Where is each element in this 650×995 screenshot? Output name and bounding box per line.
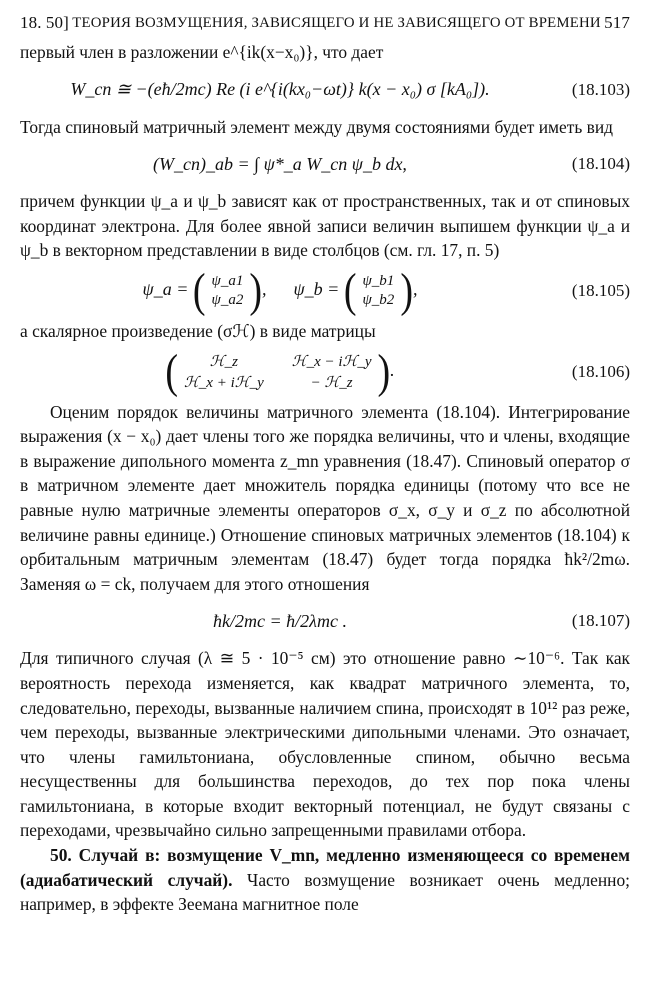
section-heading: 50. Случай в: возмущение V_mn, медленно изменяющееся со временем (адиабатический случай). xyxy=(20,845,630,890)
equation-body: ħk/2mc = ħ/2λmc . xyxy=(213,610,347,631)
paragraph-3: причем функции ψ_a и ψ_b зависят как от пространственных, так и от спиновых координат электрона. Для более явной записи величин выпишем функции ψ_a и ψ_b в векторном представлении в виде столбцов (см. гл. 17, п. 5) xyxy=(20,191,630,261)
matrix-cell: ℋ_x − iℋ_y xyxy=(291,353,372,370)
equation-body: ψ_a = ( ψ_a1 ψ_a2 ) , ψ_b = ( ψ_b1 ψ_b2 ) , xyxy=(142,264,418,318)
psi-a-label: ψ_a = xyxy=(142,279,189,300)
psi-b2: ψ_b2 xyxy=(362,291,395,308)
running-header xyxy=(20,10,630,36)
equation-body: (W_сп)_ab = ∫ ψ*_a W_сп ψ_b dx, xyxy=(153,153,407,174)
section-ref: 18. 50] xyxy=(20,13,69,32)
section-50 xyxy=(20,843,630,917)
equation-18-104 xyxy=(20,139,630,189)
psi-a-column: ( ψ_a1 ψ_a2 ) xyxy=(192,264,262,318)
equation-number: (18.106) xyxy=(571,361,630,381)
paragraph-2: Тогда спиновый матричный элемент между двумя состояниями будет иметь вид xyxy=(20,116,614,137)
psi-b-label: ψ_b = xyxy=(293,279,340,300)
equation-number: (18.103) xyxy=(571,79,630,99)
equation-body: W_сп ≅ −(eħ/2mc) Re (i e^{i(kx₀−ωt)} k(x − x₀) σ [kA₀]). xyxy=(70,79,490,100)
matrix-cell: ℋ_z xyxy=(209,353,238,370)
equation-number: (18.104) xyxy=(571,154,630,174)
equation-18-106 xyxy=(20,344,630,400)
equation-18-103 xyxy=(20,65,630,115)
psi-b-column: ( ψ_b1 ψ_b2 ) xyxy=(343,264,413,318)
psi-a1: ψ_a1 xyxy=(211,272,244,289)
running-title: ТЕОРИЯ ВОЗМУЩЕНИЯ, ЗАВИСЯЩЕГО И НЕ ЗАВИСЯЩЕГО ОТ ВРЕМЕНИ xyxy=(72,14,601,31)
psi-b1: ψ_b1 xyxy=(362,272,395,289)
equation-18-107 xyxy=(20,596,630,646)
sigma-h-matrix: ( ℋ_z ℋ_x − iℋ_y ℋ_x + iℋ_y − ℋ_z ) xyxy=(165,345,391,398)
section-text: Часто возмущение возникает очень медленно; например, в эффекте Зеемана магнитное поле xyxy=(20,869,630,915)
equation-18-105 xyxy=(20,263,630,319)
psi-a2: ψ_a2 xyxy=(211,291,244,308)
matrix-cell: − ℋ_z xyxy=(310,374,353,391)
equation-body: ( ℋ_z ℋ_x − iℋ_y ℋ_x + iℋ_y − ℋ_z ) . xyxy=(165,345,395,398)
page-number: 517 xyxy=(604,13,630,32)
paragraph-1: первый член в разложении e^{ik(x−x₀)}, что дает xyxy=(20,42,384,62)
paragraph-6: Для типичного случая (λ ≅ 5 · 10⁻⁵ см) это отношение равно ∼10⁻⁶. Так как вероятность перехода изменяется, как квадрат матричного элемента, то, следовательно, переходы, вызванные наличием спина, происходят в 10¹² раз реже, чем переходы, вызванные электрическими дипольными членами. Это означает, что члены гамильтониана, обусловленные спином, обычно весьма несущественны для большинства переходов, до тех пор пока члены гамильтониана, в которые входит векторный потенциал, не будут связаны с переходами, чрезвычайно сильно запрещенными правилами отбора. xyxy=(20,648,630,841)
paragraph-4: а скалярное произведение (σℋ) в виде матрицы xyxy=(20,320,376,341)
matrix-cell: ℋ_x + iℋ_y xyxy=(183,374,264,391)
equation-number: (18.105) xyxy=(571,280,630,300)
equation-number: (18.107) xyxy=(571,611,630,631)
paragraph-5: Оценим порядок величины матричного элемента (18.104). Интегрирование выражения (x − x₀) дает члены того же порядка величины, что и члены, входящие в выражение дипольного момента z_mn уравнения (18.47). Спиновый оператор σ в матричном элементе дает множитель порядка единицы (потому что все не равные нулю матричные элементы операторов σ_x, σ_y и σ_z по абсолютной величине равны единице.) Отношение спиновых матричных элементов (18.104) к орбитальным матричным элементам (18.47) будет тогда порядка ħk²/2mω. Заменяя ω = ck, получаем для этого отношения xyxy=(20,401,630,594)
